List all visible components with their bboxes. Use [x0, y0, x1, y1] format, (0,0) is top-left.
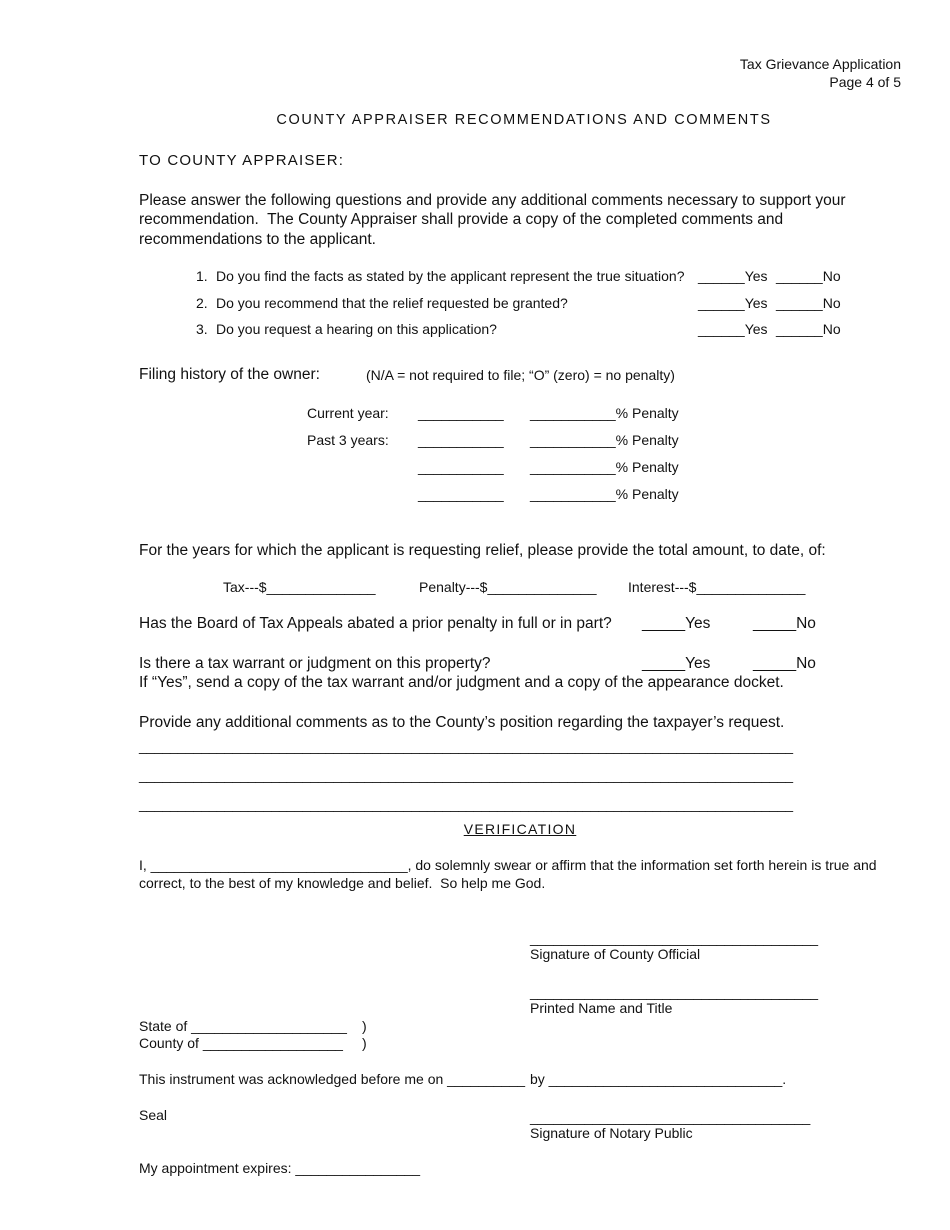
filing-history-note: (N/A = not required to file; “O” (zero) = no penalty): [366, 367, 675, 383]
question-text: Do you recommend that the relief requested be granted?: [216, 295, 568, 311]
verification-heading: VERIFICATION: [463, 821, 577, 837]
county-field[interactable]: County of __________________: [139, 1035, 343, 1051]
question-number: 1.: [196, 268, 208, 284]
penalty-amount-field[interactable]: Penalty---$______________: [419, 579, 597, 595]
comment-line[interactable]: ____________________________________________________________________________________: [139, 796, 794, 812]
question-no-field[interactable]: ______No: [776, 321, 841, 337]
printed-name-label: Printed Name and Title: [530, 1000, 673, 1016]
question-yes-field[interactable]: ______Yes: [698, 321, 768, 337]
notary-signature-line[interactable]: ____________________________________: [530, 1109, 811, 1125]
state-field[interactable]: State of ____________________: [139, 1018, 347, 1034]
page-number: Page 4 of 5: [829, 74, 901, 90]
question-yes-field[interactable]: ______Yes: [698, 295, 768, 311]
filing-row-penalty[interactable]: ___________% Penalty: [530, 486, 679, 502]
verification-line-2: correct, to the best of my knowledge and belief. So help me God.: [139, 875, 546, 891]
bracket: ): [362, 1035, 367, 1051]
acknowledgement-by[interactable]: by ______________________________.: [530, 1071, 787, 1087]
board-yes-field[interactable]: _____Yes: [642, 615, 711, 632]
intro-line-1: Please answer the following questions and provide any additional comments necessary to support your: [139, 192, 846, 209]
filing-row-label: Past 3 years:: [307, 432, 389, 448]
comments-prompt: Provide any additional comments as to the County’s position regarding the taxpayer’s request.: [139, 714, 785, 731]
bracket: ): [362, 1018, 367, 1034]
verification-line-1: I, _________________________________, do solemnly swear or affirm that the information set forth herein is true and: [139, 857, 877, 873]
question-text: Do you find the facts as stated by the applicant represent the true situation?: [216, 268, 685, 284]
acknowledgement-date[interactable]: This instrument was acknowledged before me on __________: [139, 1071, 526, 1087]
appointment-expires-field[interactable]: My appointment expires: ________________: [139, 1160, 420, 1176]
intro-line-3: recommendations to the applicant.: [139, 231, 376, 248]
filing-row-blank[interactable]: ___________: [418, 405, 504, 421]
filing-row-penalty[interactable]: ___________% Penalty: [530, 459, 679, 475]
printed-name-line[interactable]: _____________________________________: [530, 984, 819, 1000]
warrant-note: If “Yes”, send a copy of the tax warrant and/or judgment and a copy of the appearance docket.: [139, 674, 784, 691]
question-yes-field[interactable]: ______Yes: [698, 268, 768, 284]
to-county-appraiser-heading: TO COUNTY APPRAISER:: [139, 152, 345, 169]
filing-row-blank[interactable]: ___________: [418, 432, 504, 448]
question-number: 3.: [196, 321, 208, 337]
interest-amount-field[interactable]: Interest---$______________: [628, 579, 806, 595]
filing-row-label: Current year:: [307, 405, 389, 421]
board-question: Has the Board of Tax Appeals abated a prior penalty in full or in part?: [139, 615, 612, 632]
relief-prompt: For the years for which the applicant is requesting relief, please provide the total amount, to date, of:: [139, 542, 826, 559]
page-title: COUNTY APPRAISER RECOMMENDATIONS AND COMMENTS: [276, 112, 772, 128]
filing-history-label: Filing history of the owner:: [139, 366, 320, 383]
warrant-question: Is there a tax warrant or judgment on this property?: [139, 655, 491, 672]
question-no-field[interactable]: ______No: [776, 295, 841, 311]
document-title: Tax Grievance Application: [739, 56, 901, 72]
filing-row-blank[interactable]: ___________: [418, 486, 504, 502]
notary-signature-label: Signature of Notary Public: [530, 1125, 693, 1141]
tax-amount-field[interactable]: Tax---$______________: [223, 579, 376, 595]
comment-line[interactable]: ____________________________________________________________________________________: [139, 767, 794, 783]
question-number: 2.: [196, 295, 208, 311]
warrant-no-field[interactable]: _____No: [753, 655, 816, 672]
board-no-field[interactable]: _____No: [753, 615, 816, 632]
comment-line[interactable]: ____________________________________________________________________________________: [139, 738, 794, 754]
filing-row-penalty[interactable]: ___________% Penalty: [530, 432, 679, 448]
question-no-field[interactable]: ______No: [776, 268, 841, 284]
filing-row-blank[interactable]: ___________: [418, 459, 504, 475]
seal-label: Seal: [139, 1107, 168, 1123]
filing-row-penalty[interactable]: ___________% Penalty: [530, 405, 679, 421]
warrant-yes-field[interactable]: _____Yes: [642, 655, 711, 672]
county-official-signature-line[interactable]: _____________________________________: [530, 930, 819, 946]
county-official-signature-label: Signature of County Official: [530, 946, 701, 962]
question-text: Do you request a hearing on this application?: [216, 321, 497, 337]
intro-line-2: recommendation. The County Appraiser shall provide a copy of the completed comments and: [139, 211, 784, 228]
